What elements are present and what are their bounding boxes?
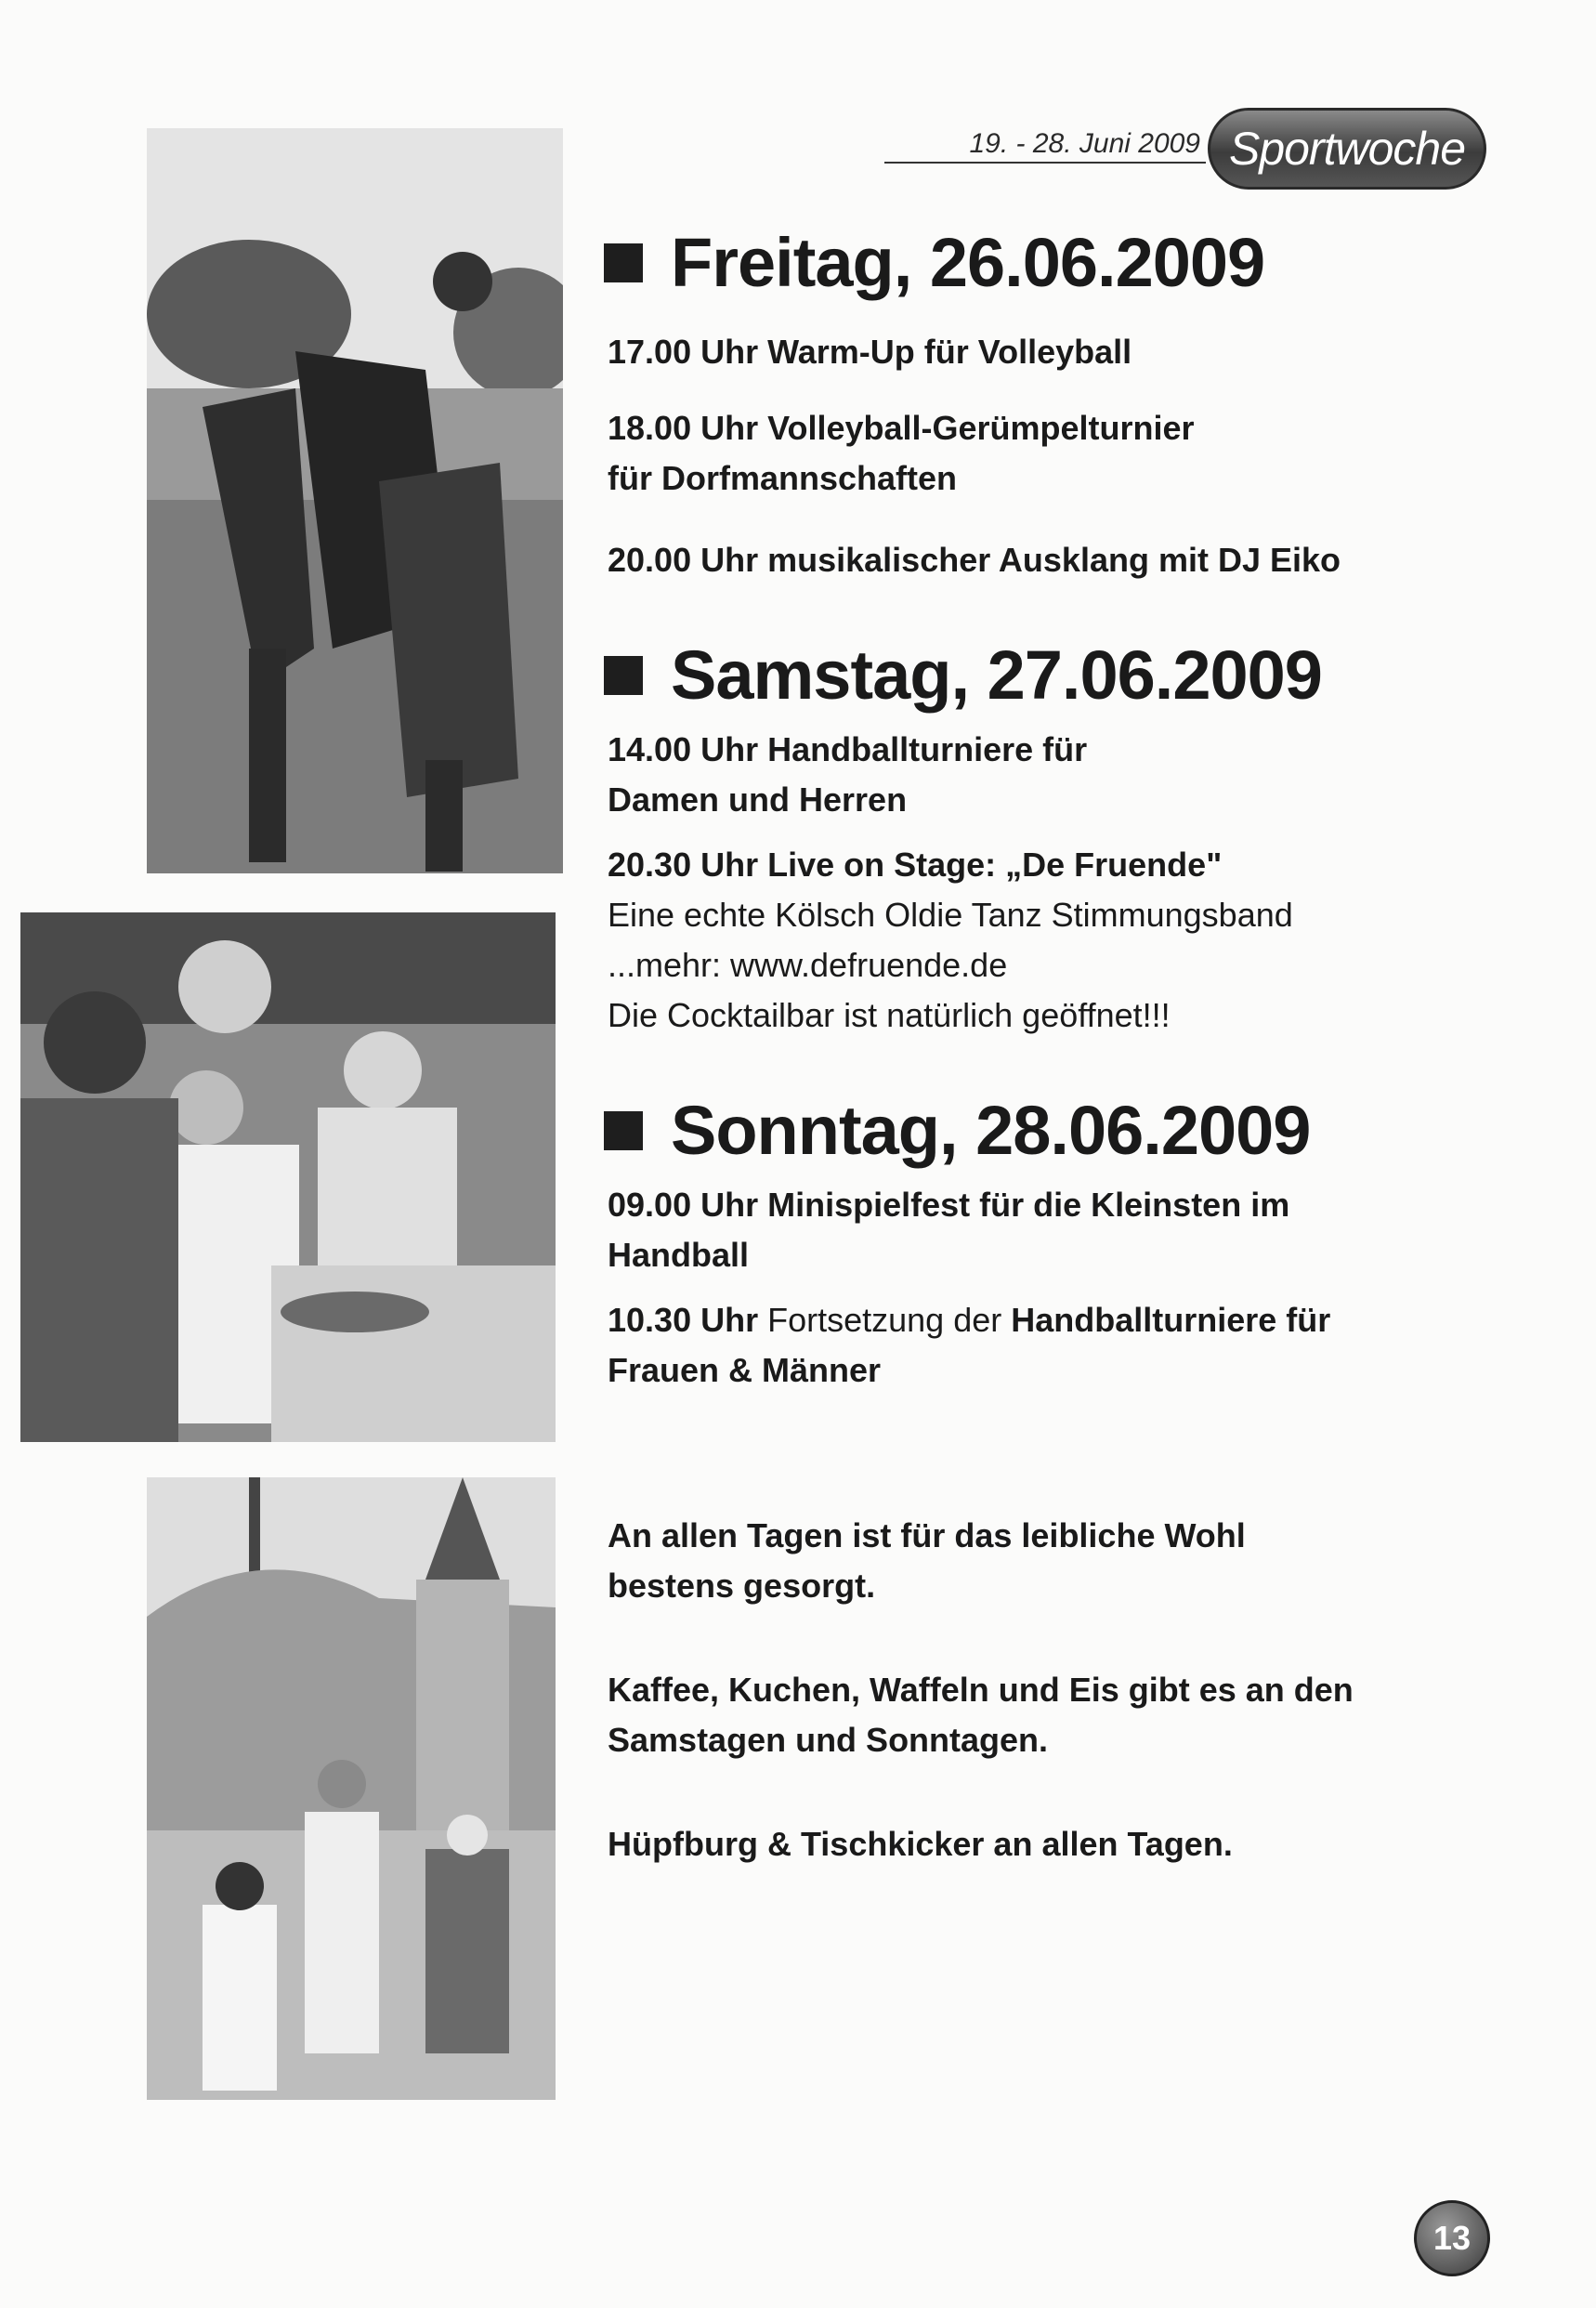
day-title: Samstag, 27.06.2009 — [671, 636, 1322, 714]
day-title: Freitag, 26.06.2009 — [671, 224, 1265, 301]
day-heading-saturday — [604, 636, 1322, 714]
date-range: 19. - 28. Juni 2009 — [884, 126, 1206, 164]
brand-label: Sportwoche — [1228, 123, 1466, 175]
event-item: 20.30 Uhr Live on Stage: „De Fruende" — [608, 846, 1223, 884]
square-bullet-icon — [604, 243, 643, 282]
page-number: 13 — [1414, 2200, 1490, 2276]
sportwoche-badge — [1208, 108, 1486, 190]
bouncy-castle-photo — [147, 1477, 556, 2100]
crowd-photo — [20, 912, 556, 1442]
note-catering: An allen Tagen ist für das leibliche Wohl bestens gesorgt. — [608, 1516, 1246, 1605]
event-item: 09.00 Uhr Minispielfest für die Kleinsten im Handball — [608, 1186, 1290, 1274]
event-item: 14.00 Uhr Handballturniere für Damen und Herren — [608, 730, 1088, 819]
day-title: Sonntag, 28.06.2009 — [671, 1092, 1311, 1169]
volleyball-photo — [147, 128, 563, 873]
day-heading-friday — [604, 224, 1265, 301]
event-item: 20.00 Uhr musikalischer Ausklang mit DJ Eiko — [608, 541, 1341, 579]
event-item: 18.00 Uhr Volleyball-Gerümpelturnier für Dorfmannschaften — [608, 409, 1195, 497]
day-heading-sunday — [604, 1092, 1311, 1169]
event-details: Eine echte Kölsch Oldie Tanz Stimmungsband ...mehr: www.defruende.de Die Cocktailbar ist natürlich geöffnet!!! — [608, 896, 1293, 1034]
event-item: 17.00 Uhr Warm-Up für Volleyball — [608, 333, 1132, 371]
square-bullet-icon — [604, 656, 643, 695]
event-item: 10.30 Uhr Fortsetzung der Handballturniere für Frauen & Männer — [608, 1301, 1331, 1389]
note-activities: Hüpfburg & Tischkicker an allen Tagen. — [608, 1825, 1233, 1863]
square-bullet-icon — [604, 1111, 643, 1150]
note-cafe: Kaffee, Kuchen, Waffeln und Eis gibt es an den Samstagen und Sonntagen. — [608, 1671, 1354, 1759]
